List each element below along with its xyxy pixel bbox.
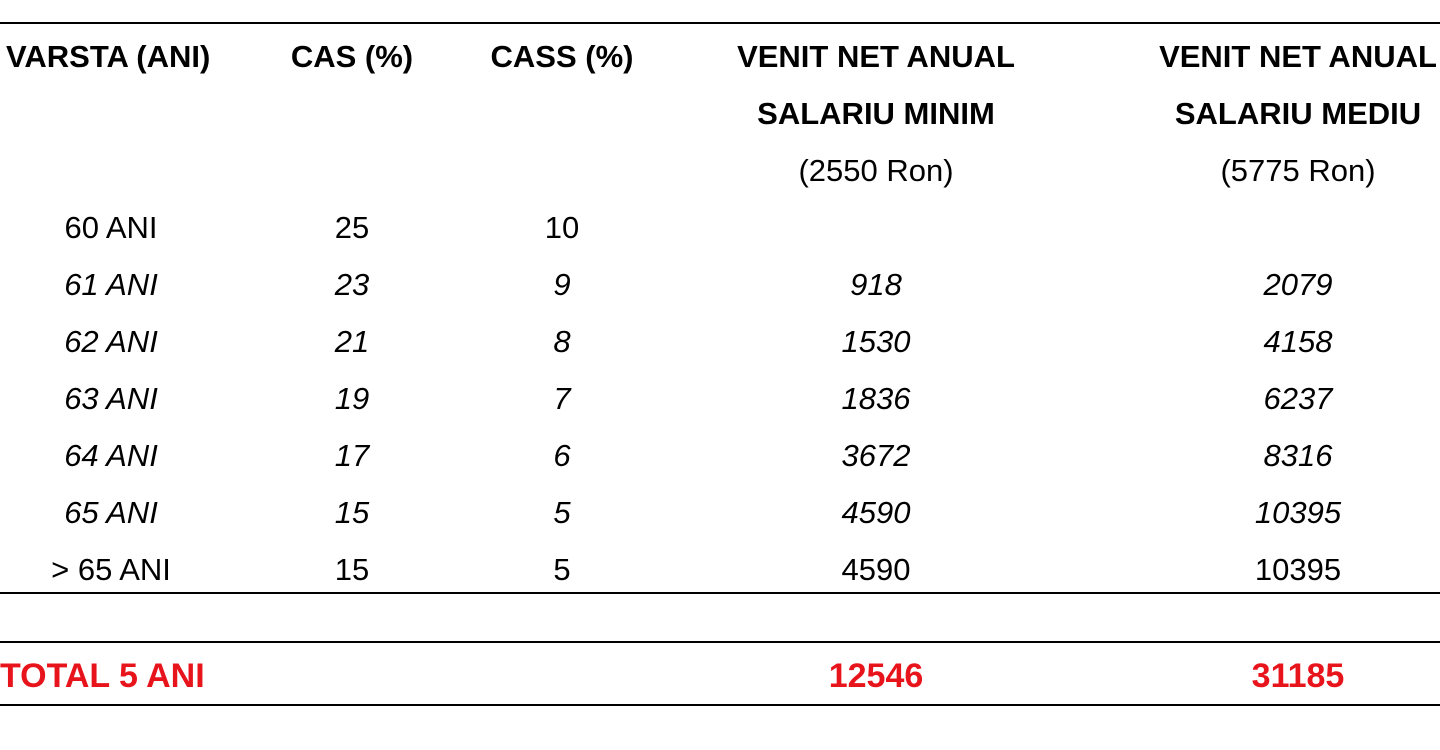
avg-income-cell	[1110, 199, 1440, 256]
table-top-rule	[0, 22, 1440, 24]
table-bottom-rule	[0, 704, 1440, 706]
age-cell: 65 ANI	[64, 495, 158, 530]
column-header-min-line1: VENIT NET ANUAL	[737, 39, 1015, 74]
table-divider-rule	[0, 592, 1440, 594]
avg-income-cell: 10395	[1254, 495, 1342, 530]
min-income-cell: 4590	[841, 552, 911, 587]
age-cell: 62 ANI	[64, 324, 158, 359]
total-avg-income: 31185	[1251, 657, 1345, 695]
min-income-cell: 4590	[841, 495, 911, 530]
min-income-cell: 1836	[841, 381, 911, 416]
cas-cell: 17	[334, 438, 370, 473]
min-income-cell: 918	[850, 267, 902, 302]
avg-income-cell: 2079	[1263, 267, 1333, 302]
age-cell: 64 ANI	[64, 438, 158, 473]
cass-cell: 8	[553, 324, 571, 359]
total-label: TOTAL 5 ANI	[0, 657, 205, 695]
column-header-avg-line1: VENIT NET ANUAL	[1159, 39, 1437, 74]
cass-cell: 5	[553, 495, 571, 530]
age-cell: > 65 ANI	[51, 552, 171, 587]
column-header-avg-line2: SALARIU MEDIU	[1174, 96, 1422, 131]
cass-cell: 6	[553, 438, 571, 473]
cas-cell: 15	[334, 552, 370, 587]
cas-cell: 21	[334, 324, 370, 359]
column-header-min-line3: (2550 Ron)	[798, 153, 954, 188]
avg-income-cell: 8316	[1263, 438, 1333, 473]
avg-income-cell: 6237	[1263, 381, 1333, 416]
avg-income-cell: 10395	[1254, 552, 1342, 587]
age-cell: 60 ANI	[64, 210, 158, 245]
min-income-cell	[690, 199, 1062, 256]
cas-cell: 15	[334, 495, 370, 530]
total-min-income: 12546	[828, 657, 924, 695]
min-income-cell: 1530	[841, 324, 911, 359]
cass-cell: 9	[553, 267, 571, 302]
cass-cell: 5	[553, 552, 571, 587]
age-cell: 63 ANI	[64, 381, 158, 416]
column-header-cas: CAS (%)	[290, 39, 414, 74]
total-top-rule	[0, 641, 1440, 643]
cass-cell: 7	[553, 381, 571, 416]
avg-income-cell: 4158	[1263, 324, 1333, 359]
cas-cell: 23	[334, 267, 370, 302]
column-header-min-line2: SALARIU MINIM	[757, 96, 995, 131]
column-header-cass: CASS (%)	[490, 39, 634, 74]
cas-cell: 19	[334, 381, 370, 416]
column-header-age: VARSTA (ANI)	[6, 39, 211, 74]
min-income-cell: 3672	[841, 438, 911, 473]
cas-cell: 25	[334, 210, 370, 245]
column-header-avg-line3: (5775 Ron)	[1220, 153, 1376, 188]
cass-cell: 10	[544, 210, 580, 245]
age-cell: 61 ANI	[64, 267, 158, 302]
